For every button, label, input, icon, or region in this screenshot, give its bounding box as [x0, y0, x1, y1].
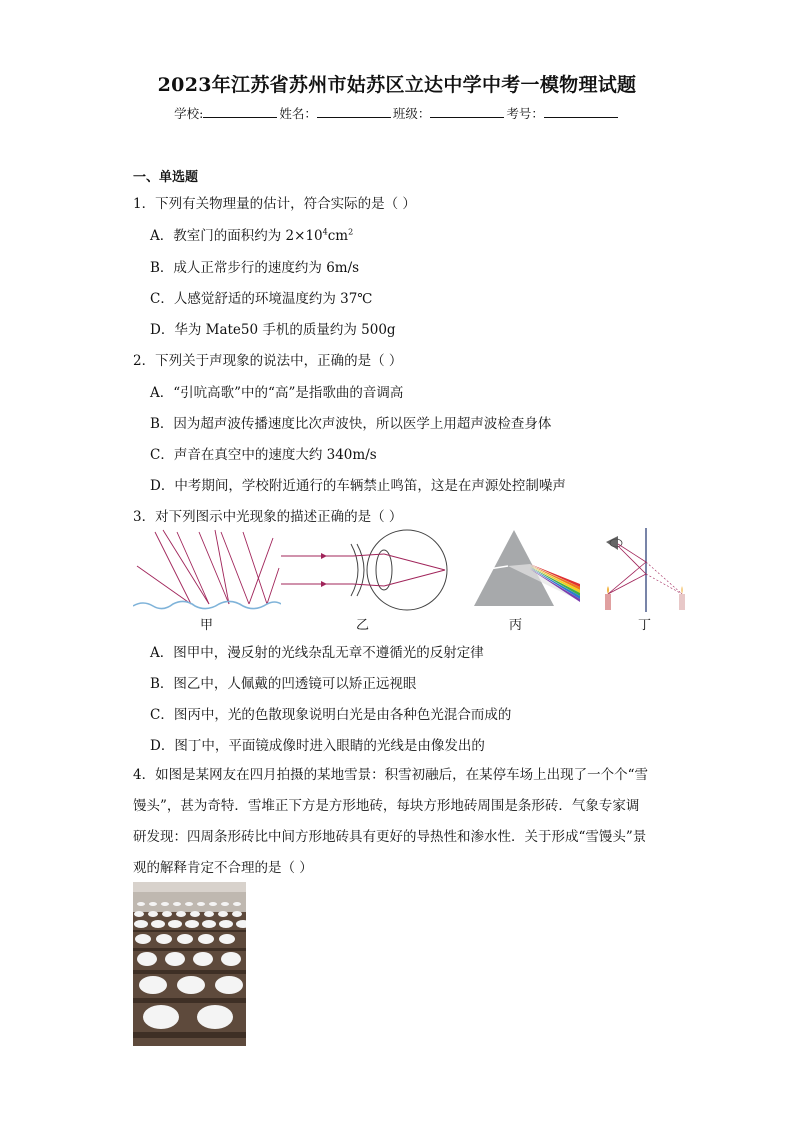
q4-stem — [133, 760, 673, 884]
school-field[interactable] — [203, 105, 277, 118]
class-label: 班级： — [392, 106, 431, 121]
q1-option-a — [150, 224, 353, 244]
figure-label-ding: 丁 — [638, 618, 652, 633]
q1-option-a-unit-exponent: 2 — [348, 227, 354, 237]
q2-option-d: D．中考期间，学校附近通行的车辆禁止鸣笛，这是在声源处控制噪声 — [150, 478, 566, 494]
q3-option-b: B．图乙中，人佩戴的凹透镜可以矫正远视眼 — [150, 676, 417, 692]
class-field[interactable] — [430, 105, 504, 118]
q4-line-3: 研发现：四周条形砖比中间方形地砖具有更好的导热性和渗水性．关于形成“雪馒头”景 — [133, 829, 647, 845]
q1-option-a-text: A．教室门的面积约为 2×10 — [150, 228, 323, 244]
figure-plane-mirror — [598, 528, 690, 612]
q3-option-d: D．图丁中，平面镜成像时进入眼睛的光线是由像发出的 — [150, 738, 485, 754]
page-title: 2023年江苏省苏州市姑苏区立达中学中考一模物理试题 — [157, 74, 637, 96]
q1-option-c: C．人感觉舒适的环境温度约为 37℃ — [150, 291, 373, 307]
q4-line-2: 馒头”，甚为奇特．雪堆正下方是方形地砖，每块方形地砖周围是条形砖．气象专家调 — [133, 798, 640, 814]
figure-prism-dispersion — [470, 528, 582, 612]
q1-option-a-unit: cm — [327, 228, 349, 244]
number-label: 考号： — [506, 106, 544, 121]
q3-option-a: A．图甲中，漫反射的光线杂乱无章不遵循光的反射定律 — [150, 645, 484, 661]
name-label: 姓名： — [279, 106, 317, 121]
name-field[interactable] — [317, 105, 391, 118]
q2-option-a: A．“引吭高歌”中的“高”是指歌曲的音调高 — [150, 385, 404, 401]
q2-stem: 2．下列关于声现象的说法中，正确的是（ ） — [133, 353, 403, 369]
q3-option-c: C．图丙中，光的色散现象说明白光是由各种色光混合而成的 — [150, 707, 512, 723]
q1-option-b: B．成人正常步行的速度约为 6m/s — [150, 260, 360, 276]
q3-stem: 3．对下列图示中光现象的描述正确的是（ ） — [133, 509, 403, 525]
figure-label-bing: 丙 — [509, 618, 523, 633]
q1-stem: 1．下列有关物理量的估计，符合实际的是（ ） — [133, 196, 416, 212]
q4-line-1: 4．如图是某网友在四月拍摄的某地雪景：积雪初融后，在某停车场上出现了一个个“雪 — [133, 767, 648, 783]
snow-mounds-photo — [133, 882, 246, 1046]
q1-option-a-exponent: 4 — [322, 227, 328, 237]
school-label: 学校: — [174, 106, 204, 121]
figure-label-yi: 乙 — [356, 618, 370, 633]
number-field[interactable] — [544, 105, 618, 118]
section-heading: 一、单选题 — [133, 170, 199, 185]
figure-label-jia: 甲 — [200, 618, 214, 633]
figure-eye-lens — [281, 528, 451, 612]
q4-line-4: 观的解释肯定不合理的是（ ） — [133, 860, 313, 876]
q2-option-c: C．声音在真空中的速度大约 340m/s — [150, 447, 377, 463]
q1-option-d: D．华为 Mate50 手机的质量约为 500g — [150, 322, 396, 338]
student-info-line — [0, 104, 794, 122]
q2-option-b: B．因为超声波传播速度比次声波快，所以医学上用超声波检查身体 — [150, 416, 552, 432]
figure-diffuse-reflection — [133, 528, 281, 612]
